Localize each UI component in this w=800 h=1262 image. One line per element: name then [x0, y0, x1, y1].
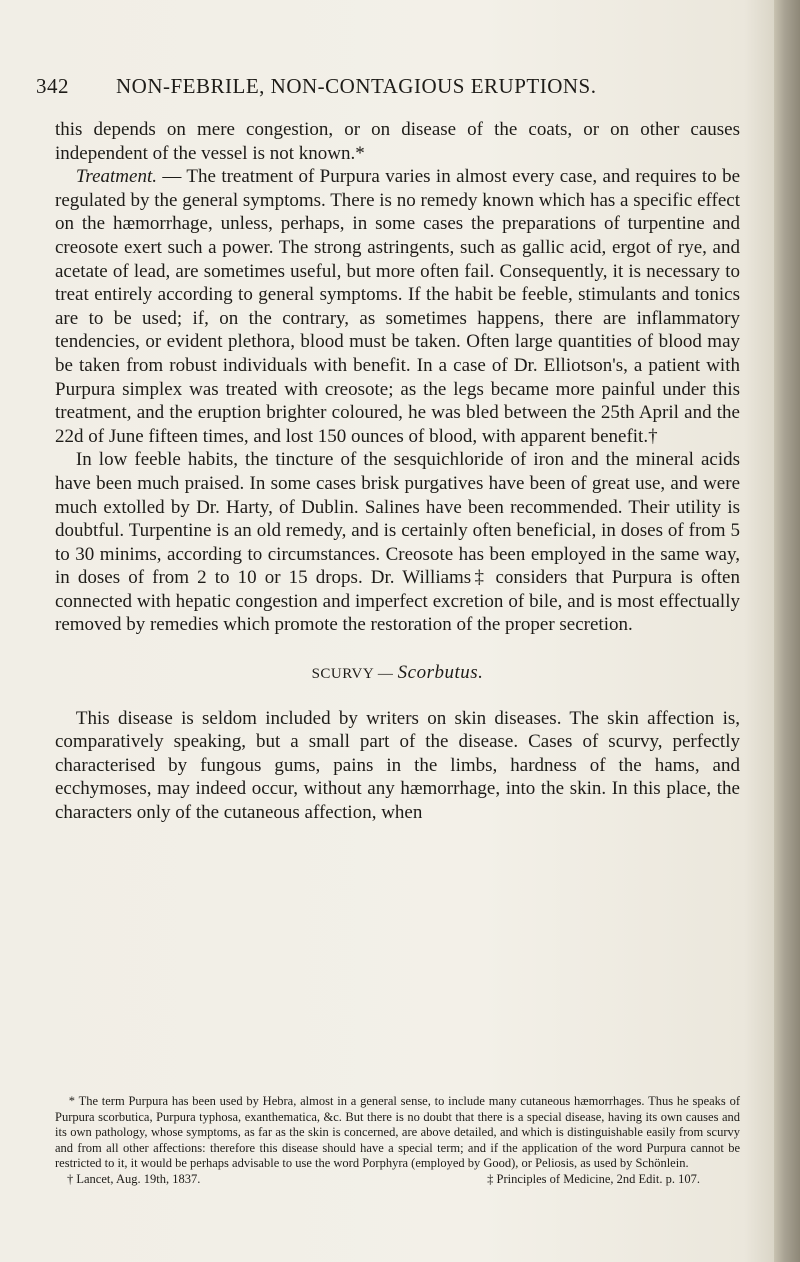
paragraph-remedies: In low feeble habits, the tincture of the sesquichloride of iron and the mineral acids have been much praised. In some cases brisk purgatives have been of great use, and were much extolled by Dr. Harty, of Dublin. Salines have been recommended. Their utility is doubtful. Turpentine is an old remedy, and is certainly often beneficial, in doses of from 5 to 30 minims, according to circumstances. Creosote has been employed in the same way, in doses of from 2 to 10 or 15 drops. Dr. Williams‡ considers that Purpura is often connected with hepatic congestion and imperfect excretion of bile, and is most effectually removed by remedies which promote the restoration of the proper secretion.: [55, 449, 740, 636]
section-dash: —: [373, 666, 398, 683]
paragraph-continuation: this depends on mere congestion, or on disease of the coats, or on other causes independent of the vessel is not known.*: [55, 119, 740, 164]
paragraph-scurvy: This disease is seldom included by writers on skin diseases. The skin affection is, comparatively speaking, but a small part of the disease. Cases of scurvy, perfectly characterised by fungous gums, pains in the limbs, hardness of the hams, and ecchymoses, may indeed occur, without any hæmorrhage, into the skin. In this place, the characters only of the cutaneous affection, when: [55, 707, 740, 824]
main-text: [55, 118, 740, 825]
footnote-row: [55, 1172, 740, 1188]
running-title: NON-FEBRILE, NON-CONTAGIOUS ERUPTIONS.: [116, 74, 597, 98]
footnote-double-dagger: ‡ Principles of Medicine, 2nd Edit. p. 107.: [487, 1171, 700, 1186]
footnotes: [55, 1094, 740, 1188]
section-latin-name: Scorbutus.: [397, 662, 484, 684]
section-heading-scurvy: [55, 661, 740, 687]
treatment-heading: Treatment.: [75, 166, 157, 188]
running-header: [36, 74, 736, 104]
paragraph-treatment: [55, 165, 740, 448]
treatment-text: — The treatment of Purpura varies in almost every case, and requires to be regulated by the general symptoms. There is no remedy known which has a specific effect on the hæmorrhage, unless, perhaps, in some cases the preparations of turpentine and creosote exert such a power. The strong astringents, such as gallic acid, ergot of rye, and acetate of lead, are sometimes useful, but more often fail. Consequently, it is necessary to treat entirely according to general symptoms. If the habit be feeble, stimulants and tonics are to be used; if, on the contrary, as sometimes happens, there are inflammatory tendencies, or evident plethora, blood must be taken. Often large quantities of blood may be taken from robust individuals with benefit. In a case of Dr. Elliotson's, a patient with Purpura simplex was treated with creosote; as the legs became more painful under this treatment, and the eruption brighter coloured, he was bled between the 25th April and the 22d of June fifteen times, and lost 150 ounces of blood, with apparent benefit.†: [55, 166, 740, 447]
section-title: SCURVY: [311, 666, 374, 683]
footnote-star: * The term Purpura has been used by Hebra, almost in a general sense, to include many cutaneous hæmorrhages. Thus he speaks of Purpura scorbutica, Purpura typhosa, exanthematica, &c. But there is no doubt that there is a special disease, having its own causes and its own pathology, whose symptoms, as far as the skin is concerned, are above detailed, and which is distinguishable easily from scurvy and from all other affections: therefore this disease should have a special term; and if the application of the word Purpura cannot be restricted to it, it would be perhaps advisable to use the word Porphyra (employed by Good), or Peliosis, as used by Schönlein.: [55, 1094, 740, 1171]
page-binding-edge: [774, 0, 800, 1262]
page-number: 342: [36, 74, 69, 98]
footnote-dagger: † Lancet, Aug. 19th, 1837.: [67, 1171, 201, 1186]
